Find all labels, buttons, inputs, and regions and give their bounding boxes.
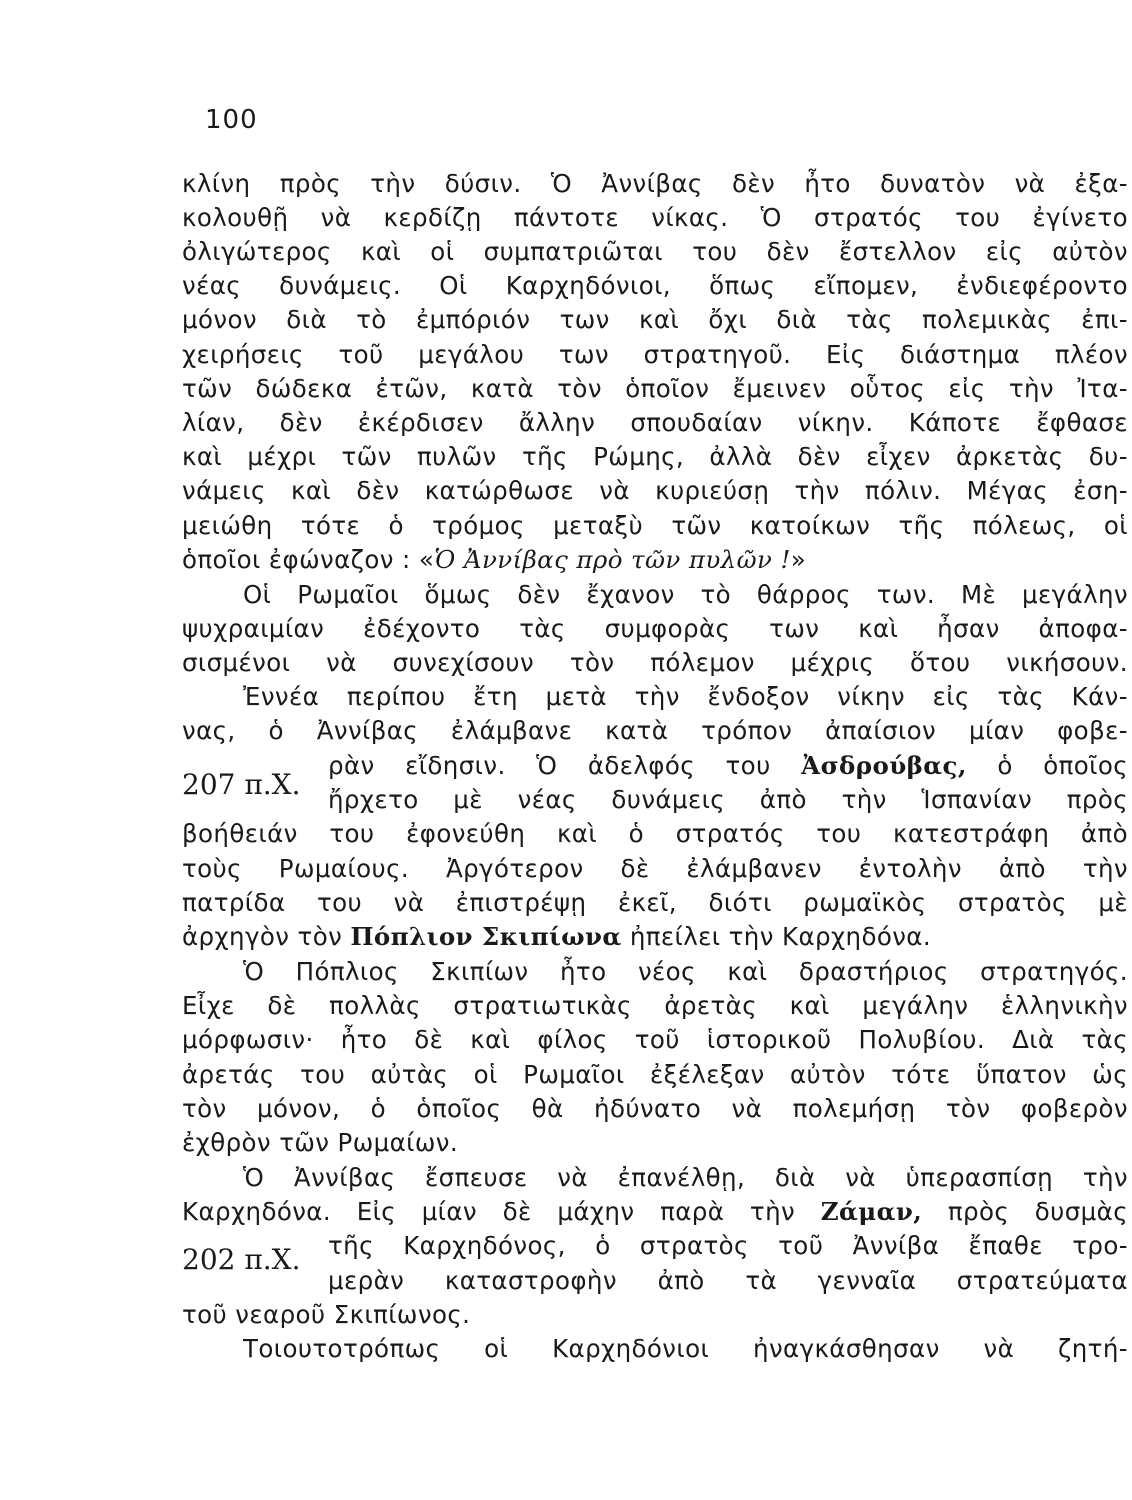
text-line: Εἶχε δὲ πολλὰς στρατιωτικὰς ἀρετὰς καὶ μεγάλην ἑλληνικὴν: [182, 991, 1128, 1020]
margin-date: 202 π.Χ.: [182, 1243, 301, 1276]
text-line: Ὁ Πόπλιος Σκιπίων ἦτο νέος καὶ δραστήριος στρατηγός.: [243, 957, 1128, 986]
text-line: [182, 543, 1128, 577]
text-line: τῆς Καρχηδόνος, ὁ στρατὸς τοῦ Ἀννίβα ἔπαθε τρο-: [328, 1231, 1128, 1260]
text-line: ἐχθρὸν τῶν Ρωμαίων.: [182, 1128, 459, 1157]
text-line: [182, 1195, 1128, 1229]
text-line: σισμένοι νὰ συνεχίσουν τὸν πόλεμον μέχρις ὅτου νικήσουν.: [182, 648, 1128, 677]
text-line: ψυχραιμίαν ἐδέχοντο τὰς συμφορὰς των καὶ ἦσαν ἀποφα-: [182, 614, 1128, 643]
text-line: τῶν δώδεκα ἐτῶν, κατὰ τὸν ὁποῖον ἔμεινεν οὗτος εἰς τὴν Ἰτα-: [182, 374, 1128, 403]
text-line: μερὰν καταστροφὴν ἀπὸ τὰ γενναῖα στρατεύματα: [328, 1266, 1128, 1295]
text-line: [182, 920, 1128, 954]
text-line: βοήθειάν του ἐφονεύθη καὶ ὁ στρατός του κατεστράφη ἀπὸ: [182, 819, 1128, 848]
text-line: [328, 749, 1128, 783]
text-line: μόρφωσιν· ἦτο δὲ καὶ φίλος τοῦ ἱστορικοῦ Πολυβίου. Διὰ τὰς: [182, 1025, 1128, 1054]
text-line: μειώθη τότε ὁ τρόμος μεταξὺ τῶν κατοίκων τῆς πόλεως, οἱ: [182, 511, 1128, 540]
text-span: Καρχηδόνα. Εἰς μίαν δὲ μάχην παρὰ τὴν: [182, 1197, 796, 1226]
text-line: καὶ μέχρι τῶν πυλῶν τῆς Ρώμης, ἀλλὰ δὲν εἶχεν ἀρκετὰς δυ-: [182, 442, 1128, 471]
text-line: τοὺς Ρωμαίους. Ἀργότερον δὲ ἐλάμβανεν ἐντολὴν ἀπὸ τὴν: [182, 854, 1128, 883]
text-span: ὁποῖοι ἐφώναζον : «: [182, 545, 435, 574]
text-line: νέας δυνάμεις. Οἱ Καρχηδόνιοι, ὅπως εἴπομεν, ἐνδιεφέροντο: [182, 271, 1128, 300]
text-line: Ἐννέα περίπου ἔτη μετὰ τὴν ἔνδοξον νίκην εἰς τὰς Κάν-: [243, 682, 1128, 711]
text-span: »: [790, 545, 807, 574]
page-number: 100: [205, 105, 258, 135]
text-line: Ὁ Ἀννίβας ἔσπευσε νὰ ἐπανέλθῃ, διὰ νὰ ὑπερασπίσῃ τὴν: [243, 1163, 1128, 1192]
margin-date: 207 π.Χ.: [182, 768, 301, 801]
name-asdrubal: Ἀσδρούβας,: [801, 751, 967, 780]
text-line: κολουθῇ νὰ κερδίζῃ πάντοτε νίκας. Ὁ στρατός του ἐγίνετο: [182, 203, 1128, 232]
text-line: τὸν μόνον, ὁ ὁποῖος θὰ ἠδύνατο νὰ πολεμήσῃ τὸν φοβερὸν: [182, 1094, 1128, 1123]
text-line: χειρήσεις τοῦ μεγάλου των στρατηγοῦ. Εἰς διάστημα πλέον: [182, 340, 1128, 369]
name-scipio: Πόπλιον Σκιπίωνα: [350, 922, 622, 951]
text-line: λίαν, δὲν ἐκέρδισεν ἄλλην σπουδαίαν νίκην. Κάποτε ἔφθασε: [182, 408, 1128, 437]
quotation: Ὁ Ἀννίβας πρὸ τῶν πυλῶν !: [434, 545, 791, 574]
text-span: ρὰν εἴδησιν. Ὁ ἀδελφός του: [328, 751, 771, 780]
text-span: ἠπείλει τὴν Καρχηδόνα.: [629, 922, 932, 951]
text-span: ἀρχηγὸν τὸν: [182, 922, 343, 951]
text-line: πατρίδα του νὰ ἐπιστρέψῃ ἐκεῖ, διότι ρωμαϊκὸς στρατὸς μὲ: [182, 888, 1128, 917]
text-line: ἀρετάς του αὐτὰς οἱ Ρωμαῖοι ἐξέλεξαν αὐτὸν τότε ὕπατον ὡς: [182, 1060, 1128, 1089]
text-line: Οἱ Ρωμαῖοι ὅμως δὲν ἔχανον τὸ θάρρος των. Μὲ μεγάλην: [243, 580, 1128, 609]
text-line: ὀλιγώτερος καὶ οἱ συμπατριῶται του δὲν ἔστελλον εἰς αὐτὸν: [182, 237, 1128, 266]
text-line: Τοιουτοτρόπως οἱ Καρχηδόνιοι ἠναγκάσθησαν νὰ ζητή-: [243, 1334, 1128, 1363]
text-line: νάμεις καὶ δὲν κατώρθωσε νὰ κυριεύσῃ τὴν πόλιν. Μέγας ἐση-: [182, 476, 1128, 505]
text-line: τοῦ νεαροῦ Σκιπίωνος.: [182, 1300, 471, 1329]
text-line: νας, ὁ Ἀννίβας ἐλάμβανε κατὰ τρόπον ἀπαίσιον μίαν φοβε-: [182, 716, 1128, 745]
text-line: μόνον διὰ τὸ ἐμπόριόν των καὶ ὄχι διὰ τὰς πολεμικὰς ἐπι-: [182, 305, 1128, 334]
text-span: ὁ ὁποῖος: [997, 751, 1128, 780]
text-line: ἤρχετο μὲ νέας δυνάμεις ἀπὸ τὴν Ἱσπανίαν πρὸς: [328, 785, 1128, 814]
text-span: πρὸς δυσμὰς: [947, 1197, 1128, 1226]
text-line: κλίνη πρὸς τὴν δύσιν. Ὁ Ἀννίβας δὲν ἦτο δυνατὸν νὰ ἐξα-: [182, 169, 1128, 198]
place-zama: Ζάμαν,: [820, 1197, 923, 1226]
